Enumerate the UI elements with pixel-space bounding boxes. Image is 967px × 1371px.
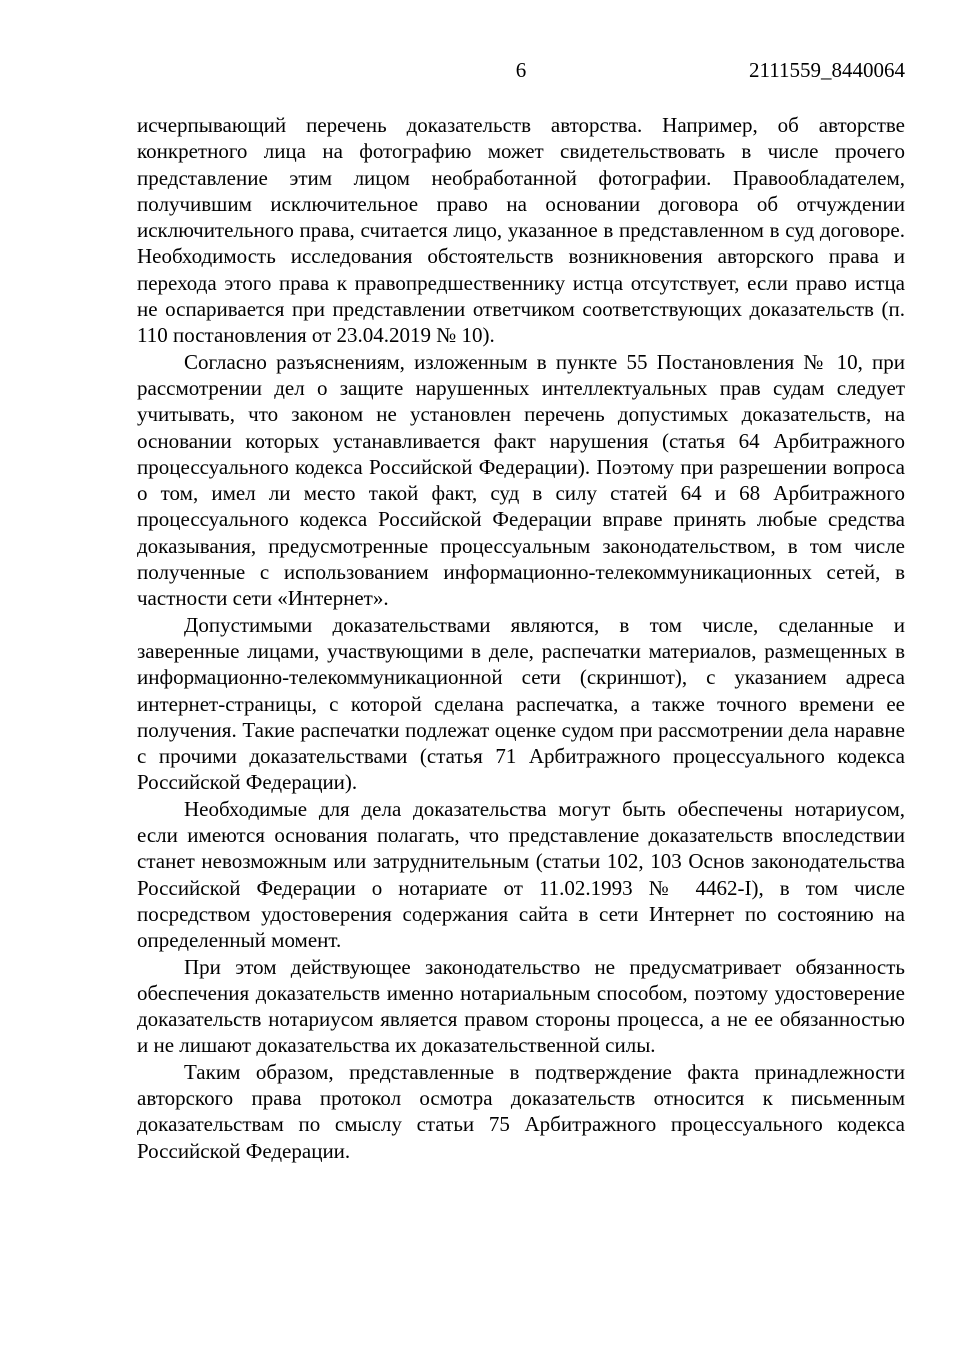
page-header <box>137 57 905 84</box>
document-number: 2111559_8440064 <box>749 58 905 82</box>
paragraph: Таким образом, представленные в подтверждение факта принадлежности авторского права протокол осмотра доказательств относится к письменным доказательствам по смыслу статьи 75 Арбитражного процессуального кодекса Российской Федерации. <box>137 1059 905 1163</box>
page-number: 6 <box>515 58 527 82</box>
paragraph-continuation: исчерпывающий перечень доказательств авторства. Например, об авторстве конкретного лица на фотографию может свидетельствовать в числе прочего представление этим лицом необработанной фотографии. Правообладателем, получившим исключительное право на основании договора об отчуждении исключительного права, считается лицо, указанное в представленном в суд договоре. Необходимость исследования обстоятельств возникновения авторского права и перехода этого права к правопредшественнику истца отсутствует, если право истца не оспаривается при представлении ответчиком соответствующих доказательств (п. 110 постановления от 23.04.2019 № 10). <box>137 113 905 348</box>
document-body <box>137 112 905 1164</box>
paragraph: Согласно разъяснениям, изложенным в пункте 55 Постановления № 10, при рассмотрении дел о защите нарушенных интеллектуальных прав судам следует учитывать, что законом не установлен перечень допустимых доказательств, на основании которых устанавливается факт нарушения (статья 64 Арбитражного процессуального кодекса Российской Федерации). Поэтому при разрешении вопроса о том, имел ли место такой факт, суд в силу статей 64 и 68 Арбитражного процессуального кодекса Российской Федерации вправе принять любые средства доказывания, предусмотренные процессуальным законодательством, в том числе полученные с использованием информационно-телекоммуникационных сетей, в частности сети «Интернет». <box>137 349 905 611</box>
paragraph: Необходимые для дела доказательства могут быть обеспечены нотариусом, если имеются основания полагать, что представление доказательств впоследствии станет невозможным или затруднительным (статьи 102, 103 Основ законодательства Российской Федерации о нотариате от 11.02.1993 № 4462-I), в том числе посредством удостоверения содержания сайта в сети Интернет по состоянию на определенный момент. <box>137 796 905 953</box>
paragraph: Допустимыми доказательствами являются, в том числе, сделанные и заверенные лицами, участвующими в деле, распечатки материалов, размещенных в информационно-телекоммуникационной сети (скриншот), с указанием адреса интернет-страницы, с которой сделана распечатка, а также точного времени ее получения. Такие распечатки подлежат оценке судом при рассмотрении дела наравне с прочими доказательствами (статья 71 Арбитражного процессуального кодекса Российской Федерации). <box>137 612 905 795</box>
paragraph: При этом действующее законодательство не предусматривает обязанность обеспечения доказательств именно нотариальным способом, поэтому удостоверение доказательств нотариусом является правом стороны процесса, а не ее обязанностью и не лишают доказательства их доказательственной силы. <box>137 954 905 1058</box>
